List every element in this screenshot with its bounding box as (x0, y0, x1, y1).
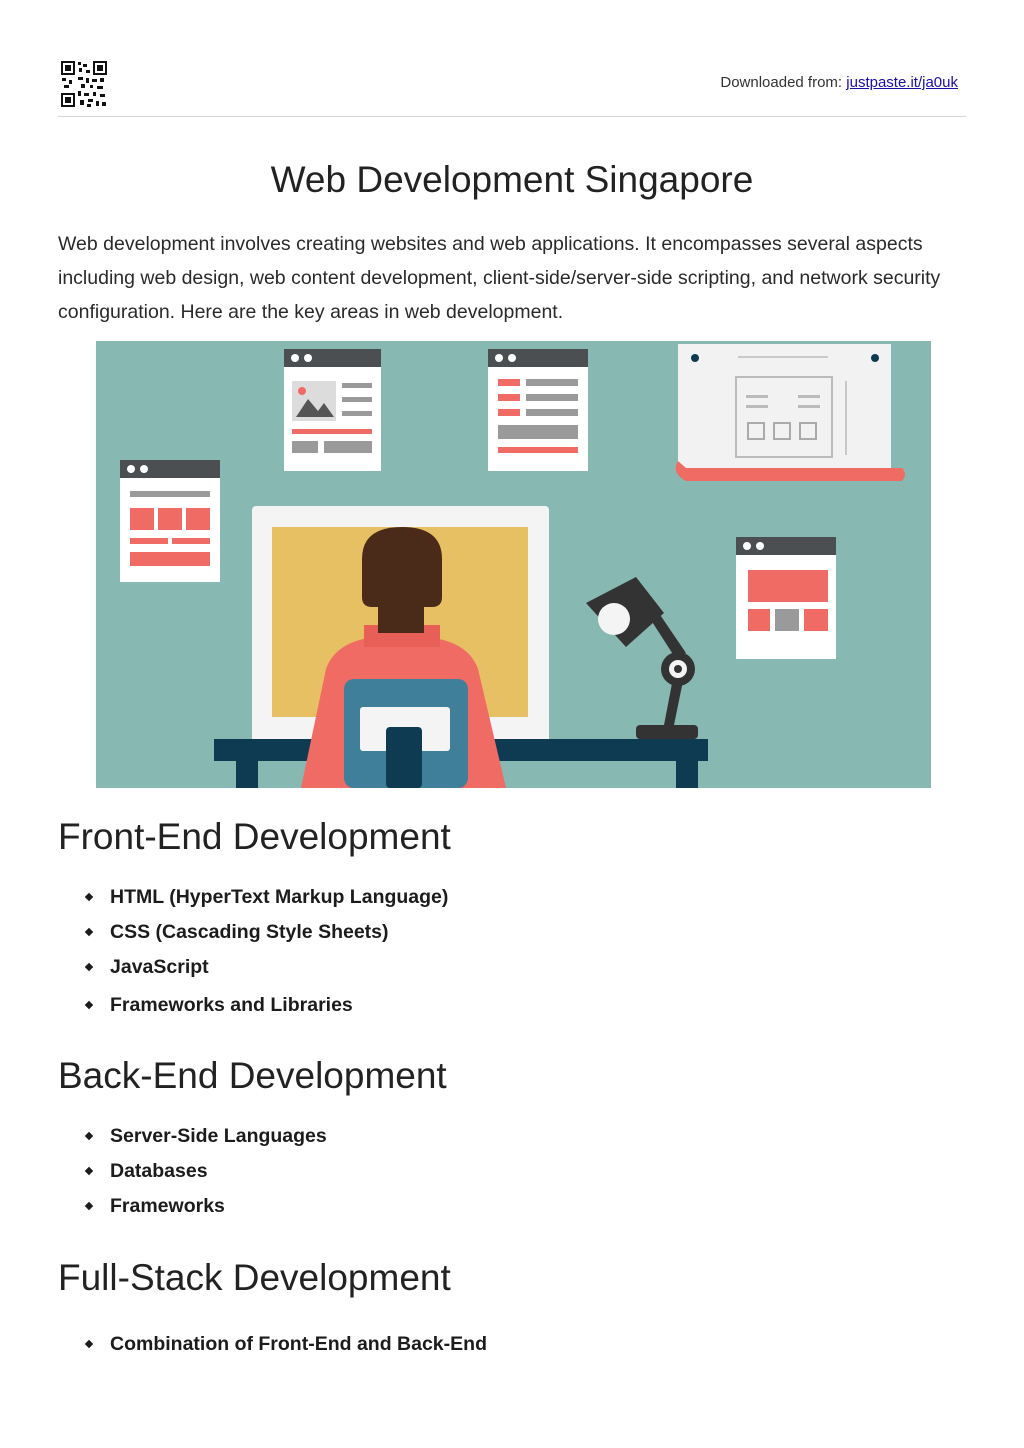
qr-code-icon (60, 60, 108, 108)
list-item (84, 955, 448, 990)
intro-paragraph: Web development involves creating websites and web applications. It encompasses several aspects including web design, web content development, client-side/server-side scripting, and network security configuration. Here are the key areas in web development. (58, 233, 941, 323)
list-item (84, 1159, 327, 1194)
diamond-bullet-icon (85, 893, 93, 901)
front-end-list (84, 885, 448, 1028)
browser-window-icon (120, 460, 220, 582)
list-item (84, 993, 448, 1028)
diamond-bullet-icon (85, 1202, 93, 1210)
list-item (84, 1332, 487, 1367)
browser-window-icon (284, 349, 381, 471)
diamond-bullet-icon (85, 928, 93, 936)
back-end-list (84, 1124, 327, 1229)
list-item (84, 920, 448, 955)
list-item-label: Server-Side Languages (110, 1125, 327, 1147)
section-heading-front-end: Front-End Development (58, 816, 451, 857)
browser-window-icon (488, 349, 588, 471)
page-title: Web Development Singapore (270, 159, 754, 200)
browser-window-icon (736, 537, 836, 659)
diamond-bullet-icon (85, 963, 93, 971)
list-item-label: JavaScript (110, 956, 209, 978)
list-item-label: CSS (Cascading Style Sheets) (110, 921, 389, 943)
developer-at-desk-illustration (96, 341, 931, 788)
section-heading-back-end: Back-End Development (58, 1055, 447, 1096)
section-heading-full-stack: Full-Stack Development (58, 1257, 451, 1298)
diamond-bullet-icon (85, 1340, 93, 1348)
diamond-bullet-icon (85, 1132, 93, 1140)
list-item-label: Databases (110, 1160, 208, 1182)
source-link[interactable]: justpaste.it/ja0uk (846, 74, 958, 91)
blueprint-icon (676, 344, 905, 481)
list-item (84, 885, 448, 920)
diamond-bullet-icon (85, 1167, 93, 1175)
full-stack-list (84, 1332, 487, 1367)
header-divider (58, 116, 966, 117)
diamond-bullet-icon (85, 1001, 93, 1009)
list-item-label: Combination of Front-End and Back-End (110, 1333, 487, 1355)
list-item (84, 1124, 327, 1159)
list-item-label: Frameworks (110, 1195, 225, 1217)
list-item-label: HTML (HyperText Markup Language) (110, 886, 449, 908)
list-item-label: Frameworks and Libraries (110, 994, 353, 1016)
downloaded-label: Downloaded from: (720, 74, 843, 91)
source-attribution (720, 74, 958, 91)
list-item (84, 1194, 327, 1229)
